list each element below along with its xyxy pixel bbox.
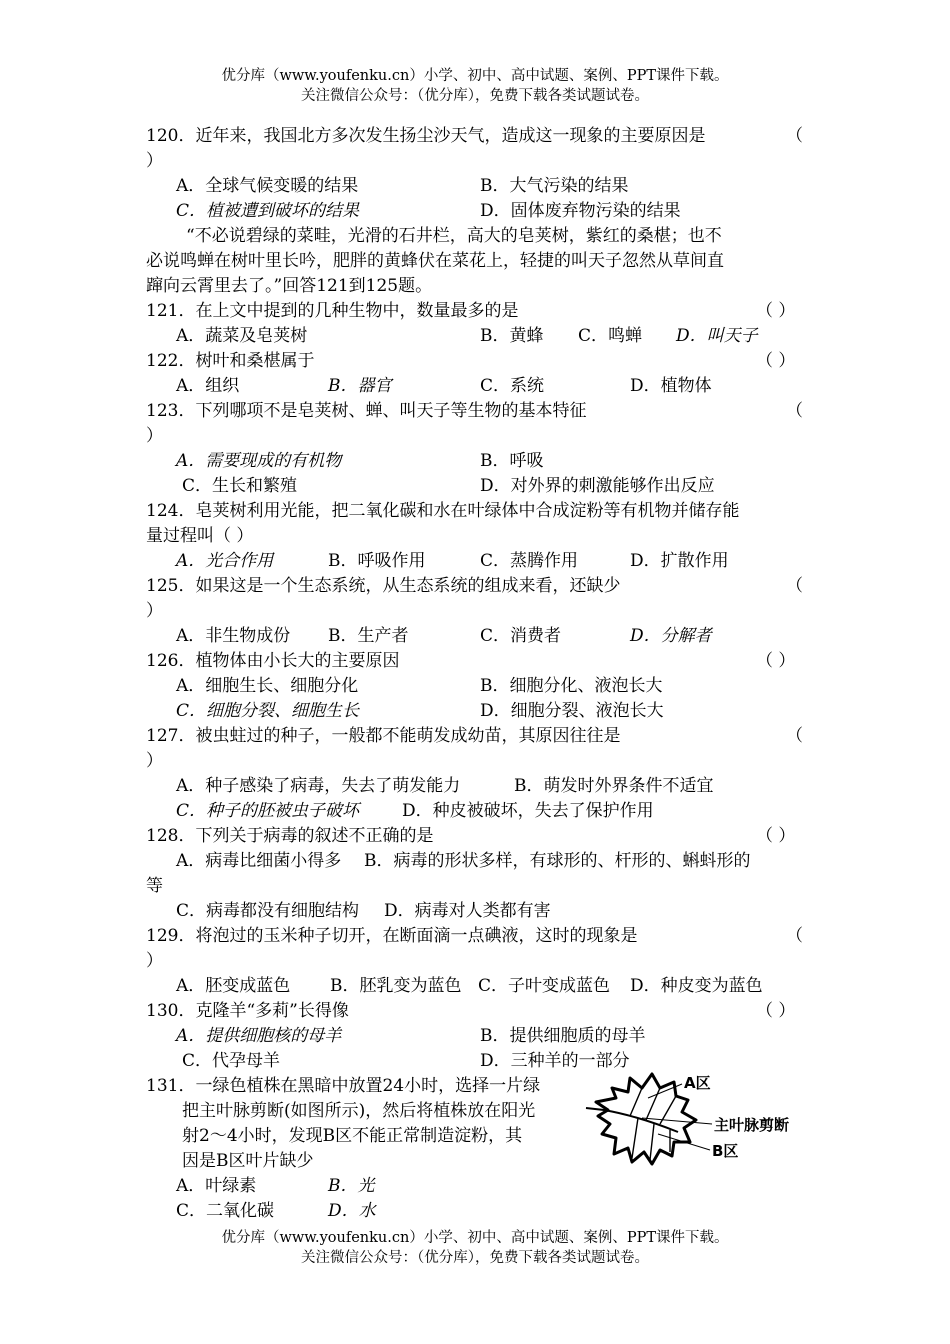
q129-answer-paren-open: （ — [786, 926, 803, 946]
q125-answer-paren-open: （ — [786, 576, 803, 596]
q127-stem: 127．被虫蛀过的种子，一般都不能萌发成幼苗，其原因往往是 — [146, 726, 621, 746]
label-main-vein-cut: 主叶脉剪断 — [714, 1116, 790, 1134]
q124-option-c: C．蒸腾作用 — [480, 551, 579, 571]
q131-stem-line-2: 把主叶脉剪断(如图所示)，然后将植株放在阳光 — [182, 1101, 536, 1121]
q128-option-d: D．病毒对人类都有害 — [384, 901, 551, 921]
q131-stem-line-4: 因是B区叶片缺少 — [182, 1151, 314, 1171]
q125-option-a: A．非生物成份 — [176, 626, 291, 646]
q127-option-a: A．种子感染了病毒，失去了萌发能力 — [176, 776, 461, 796]
q124-stem-line-2: 量过程叫（ ） — [146, 526, 254, 546]
q128-option-a: A．病毒比细菌小得多 — [176, 851, 342, 871]
q125-stem: 125．如果这是一个生态系统，从生态系统的组成来看，还缺少 — [146, 576, 621, 596]
q127-option-c: C．种子的胚被虫子破坏 — [176, 801, 360, 821]
label-b: B区 — [712, 1142, 739, 1160]
q122-answer-paren: （ ） — [756, 351, 796, 371]
q126-option-d: D．细胞分裂、液泡长大 — [480, 701, 664, 721]
header-line-2: 关注微信公众号：（优分库），免费下载各类试题试卷。 — [301, 88, 649, 104]
q131-stem-line-3: 射2～4小时，发现B区不能正常制造淀粉，其 — [182, 1126, 523, 1146]
q126-stem: 126．植物体由小长大的主要原因 — [146, 651, 400, 671]
q123-answer-paren-open: （ — [786, 401, 803, 421]
q120-stem: 120．近年来，我国北方多次发生扬尘沙天气，造成这一现象的主要原因是 — [146, 126, 706, 146]
q125-option-c: C．消费者 — [480, 626, 562, 646]
passage-line-1: “不必说碧绿的菜畦，光滑的石井栏，高大的皂荚树，紫红的桑椹；也不 — [186, 226, 722, 246]
q121-answer-paren: （ ） — [756, 301, 796, 321]
q126-option-c: C．细胞分裂、细胞生长 — [176, 701, 360, 721]
q128-option-b-continued: 等 — [146, 876, 163, 896]
q125-option-b: B．生产者 — [328, 626, 409, 646]
q120-option-d: D．固体废弃物污染的结果 — [480, 201, 681, 221]
q123-option-d: D．对外界的刺激能够作出反应 — [480, 476, 715, 496]
q121-option-c: C．鸣蝉 — [578, 326, 643, 346]
q129-option-b: B．胚乳变为蓝色 — [330, 976, 462, 996]
q129-stem: 129．将泡过的玉米种子切开，在断面滴一点碘液，这时的现象是 — [146, 926, 638, 946]
q122-option-c: C．系统 — [480, 376, 545, 396]
passage-line-2: 必说鸣蝉在树叶里长吟，肥胖的黄蜂伏在菜花上，轻捷的叫天子忽然从草间直 — [146, 251, 724, 271]
label-a: A区 — [684, 1074, 711, 1092]
q124-stem-line-1: 124．皂荚树利用光能，把二氧化碳和水在叶绿体中合成淀粉等有机物并储存能 — [146, 501, 740, 521]
q123-option-a: A．需要现成的有机物 — [176, 451, 342, 471]
q123-answer-paren-close: ） — [146, 426, 163, 446]
q130-option-d: D．三种羊的一部分 — [480, 1051, 630, 1071]
q128-stem: 128．下列关于病毒的叙述不正确的是 — [146, 826, 434, 846]
q130-option-a: A．提供细胞核的母羊 — [176, 1026, 342, 1046]
q128-option-c: C．病毒都没有细胞结构 — [176, 901, 360, 921]
q122-option-b: B．器官 — [328, 376, 392, 396]
q123-option-b: B．呼吸 — [480, 451, 544, 471]
q125-answer-paren-close: ） — [146, 601, 163, 621]
q130-stem: 130．克隆羊“多莉”长得像 — [146, 1001, 349, 1021]
q131-option-a: A．叶绿素 — [176, 1176, 257, 1196]
q121-option-d: D．叫天子 — [676, 326, 758, 346]
q127-answer-paren-open: （ — [786, 726, 803, 746]
q122-option-d: D．植物体 — [630, 376, 712, 396]
header-line-1: 优分库（www.youfenku.cn）小学、初中、高中试题、案例、PPT课件下载。 — [221, 68, 729, 84]
q128-option-b: B．病毒的形状多样，有球形的、杆形的、蝌蚪形的 — [364, 851, 751, 871]
q131-option-c: C．二氧化碳 — [176, 1201, 275, 1221]
footer-line-2: 关注微信公众号：（优分库），免费下载各类试题试卷。 — [301, 1250, 649, 1266]
q121-option-a: A．蔬菜及皂荚树 — [176, 326, 308, 346]
q128-answer-paren: （ ） — [756, 826, 796, 846]
q130-option-c: C．代孕母羊 — [182, 1051, 281, 1071]
q130-answer-paren: （ ） — [756, 1001, 796, 1021]
q124-option-a: A．光合作用 — [176, 551, 274, 571]
q123-stem: 123．下列哪项不是皂荚树、蝉、叫天子等生物的基本特征 — [146, 401, 587, 421]
q130-option-b: B．提供细胞质的母羊 — [480, 1026, 646, 1046]
q125-option-d: D．分解者 — [630, 626, 712, 646]
q120-option-c: C．植被遭到破坏的结果 — [176, 201, 360, 221]
q120-answer-paren-close: ） — [146, 151, 163, 171]
q122-option-a: A．组织 — [176, 376, 240, 396]
q123-option-c: C．生长和繁殖 — [182, 476, 298, 496]
passage-line-3: 蹿向云霄里去了。”回答121到125题。 — [146, 276, 433, 296]
q120-option-a: A．全球气候变暖的结果 — [176, 176, 359, 196]
leaf-figure — [582, 1072, 822, 1184]
q131-option-b: B．光 — [328, 1176, 375, 1196]
q120-option-b: B．大气污染的结果 — [480, 176, 629, 196]
q131-stem-line-1: 131．一绿色植株在黑暗中放置24小时，选择一片绿 — [146, 1076, 541, 1096]
q129-option-d: D．种皮变为蓝色 — [630, 976, 763, 996]
q126-answer-paren: （ ） — [756, 651, 796, 671]
q131-option-d: D．水 — [328, 1201, 376, 1221]
q126-option-a: A．细胞生长、细胞分化 — [176, 676, 359, 696]
footer-line-1: 优分库（www.youfenku.cn）小学、初中、高中试题、案例、PPT课件下载。 — [221, 1230, 729, 1246]
q121-stem: 121．在上文中提到的几种生物中，数量最多的是 — [146, 301, 519, 321]
q127-answer-paren-close: ） — [146, 751, 163, 771]
q127-option-d: D．种皮被破坏，失去了保护作用 — [402, 801, 654, 821]
q124-option-b: B．呼吸作用 — [328, 551, 426, 571]
q126-option-b: B．细胞分化、液泡长大 — [480, 676, 663, 696]
q120-answer-paren-open: （ — [786, 126, 803, 146]
q124-option-d: D．扩散作用 — [630, 551, 729, 571]
q121-option-b: B．黄蜂 — [480, 326, 544, 346]
q129-option-a: A．胚变成蓝色 — [176, 976, 291, 996]
q127-option-b: B．萌发时外界条件不适宜 — [514, 776, 714, 796]
q129-option-c: C．子叶变成蓝色 — [478, 976, 611, 996]
q129-answer-paren-close: ） — [146, 951, 163, 971]
q122-stem: 122．树叶和桑椹属于 — [146, 351, 315, 371]
